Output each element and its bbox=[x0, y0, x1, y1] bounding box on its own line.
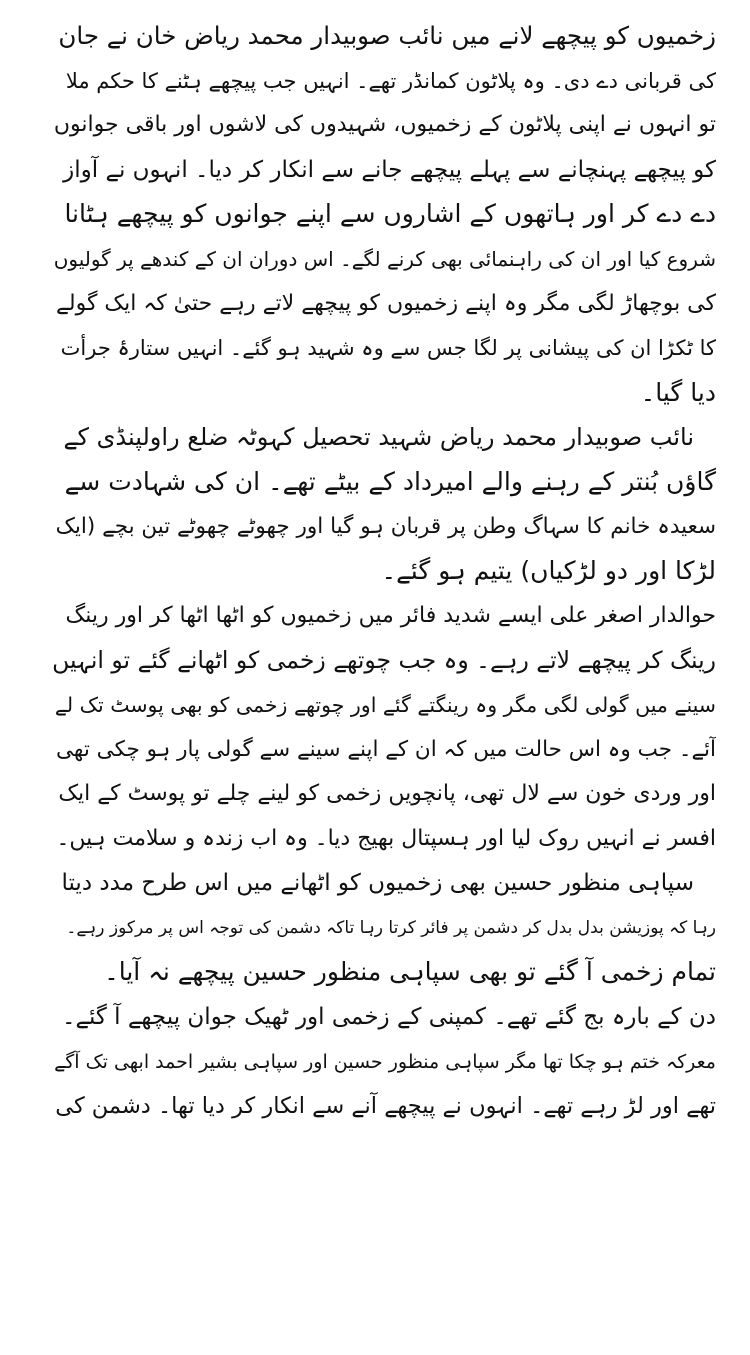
text-line: شروع کیا اور ان کی راہنمائی بھی کرنے لگے۔ اس دوران ان کے کندھے پر گولیوں bbox=[53, 246, 716, 271]
text-line: زخمیوں کو پیچھے لانے میں نائب صوبیدار محمد ریاض خان نے جان bbox=[58, 21, 716, 50]
text-line: دن کے بارہ بج گئے تھے۔ کمپنی کے زخمی اور ٹھیک جوان پیچھے آ گئے۔ bbox=[61, 1004, 716, 1031]
text-line: گاؤں بُنتر کے رہنے والے امیرداد کے بیٹے تھے۔ ان کی شہادت سے bbox=[64, 466, 716, 496]
text-line: سعیدہ خانم کا سہاگ وطن پر قربان ہو گیا اور چھوٹے چھوٹے تین بچے (ایک bbox=[55, 513, 716, 539]
text-line: دے دے کر اور ہاتھوں کے اشاروں سے اپنے جوانوں کو پیچھے ہٹانا bbox=[64, 199, 716, 229]
text-line: حوالدار اصغر علی ایسے شدید فائر میں زخمیوں کو اٹھا اٹھا کر اور رینگ bbox=[65, 602, 716, 628]
text-line: سپاہی منظور حسین بھی زخمیوں کو اٹھانے میں اس طرح مدد دیتا bbox=[61, 870, 694, 897]
text-line: کی بوچھاڑ لگی مگر وہ اپنے زخمیوں کو پیچھے لاتے رہے حتیٰ کہ ایک گولے bbox=[55, 290, 716, 316]
text-line: تھے اور لڑ رہے تھے۔ انہوں نے پیچھے آنے سے انکار کر دیا تھا۔ دشمن کی bbox=[55, 1093, 716, 1120]
text-line: اور وردی خون سے لال تھی، پانچویں زخمی کو لینے چلے تو پوسٹ کے ایک bbox=[58, 781, 716, 807]
text-line: معرکہ ختم ہو چکا تھا مگر سپاہی منظور حسین اور سپاہی بشیر احمد ابھی تک آگے bbox=[54, 1050, 716, 1073]
text-line: لڑکا اور دو لڑکیاں) یتیم ہو گئے۔ bbox=[381, 556, 716, 586]
text-line: رینگ کر پیچھے لاتے رہے۔ وہ جب چوتھے زخمی کو اٹھانے گئے تو انہیں bbox=[52, 646, 716, 675]
text-line: کی قربانی دے دی۔ وہ پلاٹون کمانڈر تھے۔ انہیں جب پیچھے ہٹنے کا حکم ملا bbox=[65, 68, 716, 93]
text-line: آئے۔ جب وہ اس حالت میں کہ ان کے اپنے سینے سے گولی پار ہو چکی تھی bbox=[56, 736, 716, 762]
text-line: دیا گیا۔ bbox=[640, 377, 716, 407]
text-line: سینے میں گولی لگی مگر وہ رینگتے گئے اور چوتھے زخمی کو بھی پوسٹ تک لے bbox=[54, 692, 716, 717]
text-line: تمام زخمی آ گئے تو بھی سپاہی منظور حسین پیچھے نہ آیا۔ bbox=[104, 957, 716, 987]
text-line: کا ٹکڑا ان کی پیشانی پر لگا جس سے وہ شہید ہو گئے۔ انہیں ستارۂ جرأت bbox=[60, 336, 716, 361]
text-line: افسر نے انہیں روک لیا اور ہسپتال بھیج دیا۔ وہ اب زندہ و سلامت ہیں۔ bbox=[56, 825, 716, 851]
text-line: رہا کہ پوزیشن بدل بدل کر دشمن پر فائر کرتا رہا تاکہ دشمن کی توجہ اس پر مرکوز رہے۔ bbox=[66, 917, 716, 938]
text-line: نائب صوبیدار محمد ریاض شہید تحصیل کہوٹہ ضلع راولپنڈی کے bbox=[63, 423, 694, 452]
text-line: کو پیچھے پہنچانے سے پہلے پیچھے جانے سے انکار کر دیا۔ انہوں نے آواز bbox=[63, 156, 716, 183]
urdu-text-body bbox=[52, 14, 716, 1129]
text-line: تو انہوں نے اپنی پلاٹون کے زخمیوں، شہیدوں کی لاشوں اور باقی جوانوں bbox=[53, 112, 716, 138]
